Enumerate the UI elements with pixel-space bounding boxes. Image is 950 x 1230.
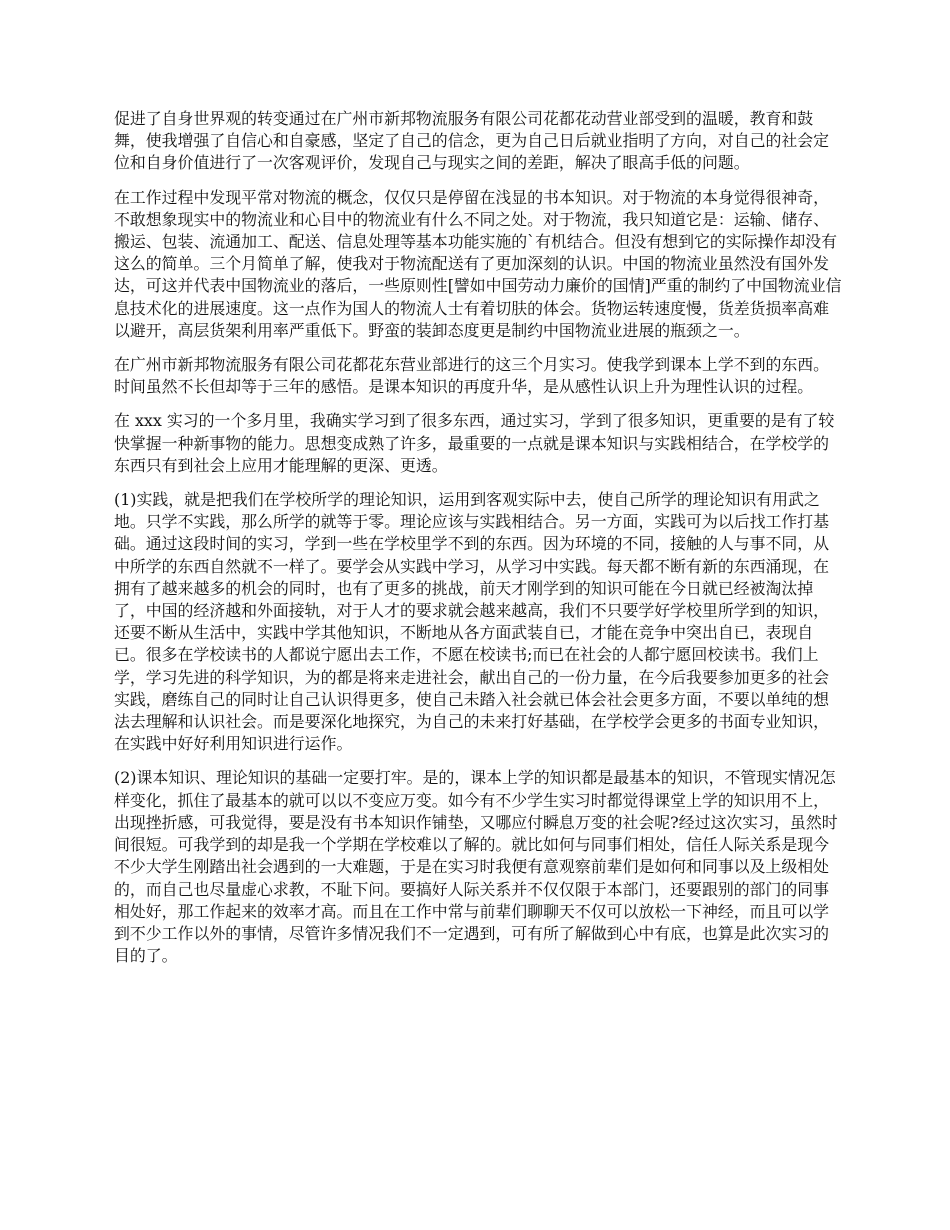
paragraph-4: 在 xxx 实习的一个多月里，我确实学习到了很多东西，通过实习，学到了很多知识，更重要的是有了较快掌握一种新事物的能力。思想变成熟了许多，最重要的一点就是课本知识与实践相结合，在学校学的东西只有到社会上应用才能理解的更深、更透。 <box>114 411 835 475</box>
paragraph-3: 在广州市新邦物流服务有限公司花都花东营业部进行的这三个月实习。使我学到课本上学不到的东西。时间虽然不长但却等于三年的感悟。是课本知识的再度升华，是从感性认识上升为理性认识的过程。 <box>114 355 830 397</box>
paragraph-6: (2)课本知识、理论知识的基础一定要打牢。是的，课本上学的知识都是最基本的知识，不管现实情况怎样变化，抓住了最基本的就可以以不变应万变。如今有不少学生实习时都觉得课堂上学的知识用不上，出现挫折感，可我觉得，要是没有书本知识作铺垫，又哪应付瞬息万变的社会呢?经过这次实习，虽然时间很短。可我学到的却是我一个学期在学校难以了解的。就比如何与同事们相处，信任人际关系是现今不少大学生刚踏出社会遇到的一大难题，于是在实习时我便有意观察前辈们是如何和同事以及上级相处的，而自己也尽量虚心求教，不耻下问。要搞好人际关系并不仅仅限于本部门，还要跟别的部门的同事相处好，那工作起来的效率才高。而且在工作中常与前辈们聊聊天不仅可以放松一下神经，而且可以学到不少工作以外的事情，尽管许多情况我们不一定遇到，可有所了解做到心中有底，也算是此次实习的目的了。 <box>114 768 838 966</box>
paragraph-2: 在工作过程中发现平常对物流的概念，仅仅只是停留在浅显的书本知识。对于物流的本身觉得很神奇，不敢想象现实中的物流业和心目中的物流业有什么不同之处。对于物流，我只知道它是：运输、储存、搬运、包装、流通加工、配送、信息处理等基本功能实施的`有机结合。但没有想到它的实际操作却没有这么的简单。三个月简单了解，使我对于物流配送有了更加深刻的认识。中国的物流业虽然没有国外发达，可这并代表中国物流业的落后，一些原则性[譬如中国劳动力廉价的国情]严重的制约了中国物流业信息技术化的进展速度。这一点作为国人的物流人士有着切肤的体会。货物运转速度慢，货差货损率高难以避开，高层货架利用率严重低下。野蛮的装卸态度更是制约中国物流业进展的瓶颈之一。 <box>114 187 842 340</box>
document-body <box>114 108 842 979</box>
paragraph-1: 促进了自身世界观的转变通过在广州市新邦物流服务有限公司花都花动营业部受到的温暖，教育和鼓舞，使我增强了自信心和自豪感，坚定了自己的信念，更为自己日后就业指明了方向，对自己的社会定位和自身价值进行了一次客观评价，发现自己与现实之间的差距，解决了眼高手低的问题。 <box>114 109 830 173</box>
paragraph-5: (1)实践，就是把我们在学校所学的理论知识，运用到客观实际中去，使自己所学的理论知识有用武之地。只学不实践，那么所学的就等于零。理论应该与实践相结合。另一方面，实践可为以后找工作打基础。通过这段时间的实习，学到一些在学校里学不到的东西。因为环境的不同，接触的人与事不同，从中所学的东西自然就不一样了。要学会从实践中学习，从学习中实践。每天都不断有新的东西涌现，在拥有了越来越多的机会的同时，也有了更多的挑战，前天才刚学到的知识可能在今日就已经被淘汰掉了，中国的经济越和外面接轨，对于人才的要求就会越来越高，我们不只要学好学校里所学到的知识，还要不断从生活中，实践中学其他知识，不断地从各方面武装自已，才能在竞争中突出自已，表现自已。很多在学校读书的人都说宁愿出去工作，不愿在校读书;而已在社会的人都宁愿回校读书。我们上学，学习先进的科学知识，为的都是将来走进社会，献出自己的一份力量，在今后我要参加更多的社会实践，磨练自己的同时让自己认识得更多，使自己未踏入社会就已体会社会更多方面，不要以单纯的想法去理解和认识社会。而是要深化地探究，为自己的未来打好基础，在学校学会更多的书面专业知识，在实践中好好利用知识进行运作。 <box>114 490 830 754</box>
